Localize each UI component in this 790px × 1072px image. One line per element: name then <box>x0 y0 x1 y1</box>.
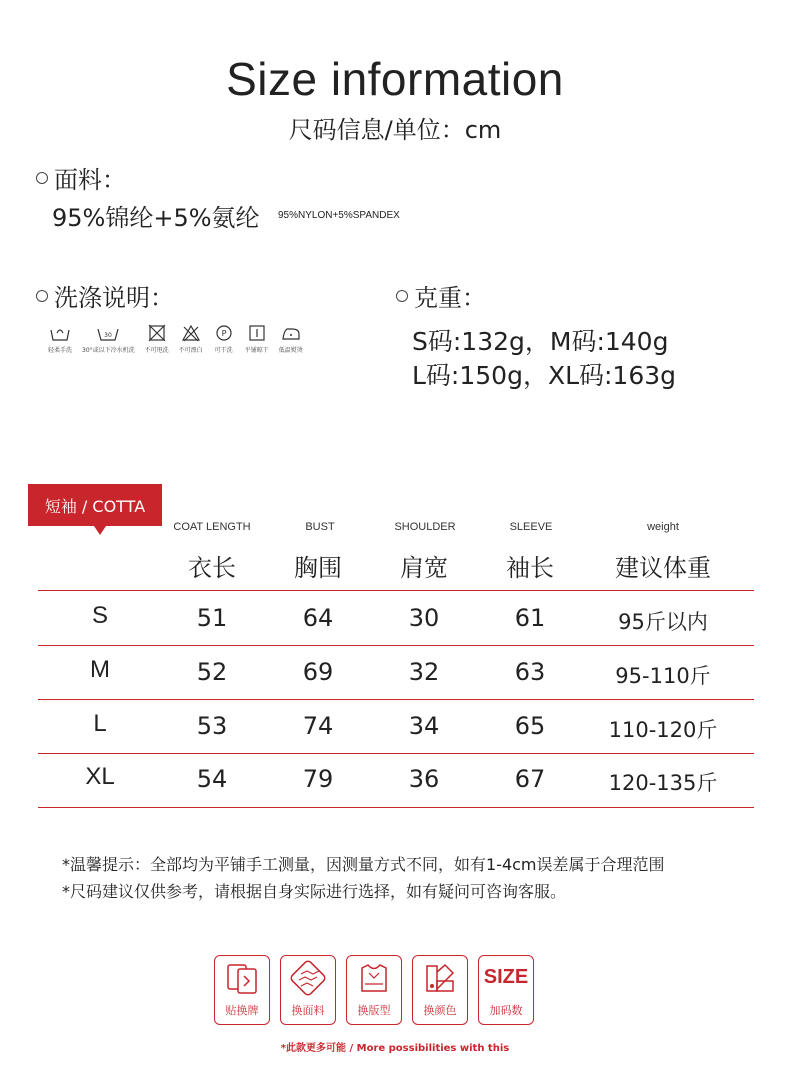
badge-label-swap: 贴换牌 <box>214 955 270 1025</box>
fabric-swap-icon <box>290 960 326 996</box>
size-cell: S <box>91 602 108 629</box>
shoulder-cell: 36 <box>408 765 440 793</box>
shoulder-cell: 30 <box>408 604 440 632</box>
customization-badges <box>214 955 534 1025</box>
table-divider <box>38 807 754 808</box>
table-divider <box>38 753 754 754</box>
col-header-en: weight <box>647 521 679 533</box>
col-header-cn: 肩宽 <box>400 554 448 582</box>
fabric-section-label <box>36 160 126 195</box>
table-divider <box>38 590 754 591</box>
footer-note: *此款更多可能 / More possibilities with this <box>280 1043 510 1054</box>
svg-text:30: 30 <box>104 332 113 339</box>
product-tag: 短袖 / COTTA <box>28 484 162 526</box>
length-cell: 52 <box>196 658 228 686</box>
note-line: *尺码建议仅供参考，请根据自身实际进行选择，如有疑问可咨询客服。 <box>62 882 567 901</box>
fabric-composition-en: 95%NYLON+5%SPANDEX <box>278 210 400 221</box>
note-line: *温馨提示：全部均为平铺手工测量，因测量方式不同，如有1-4cm误差属于合理范围 <box>62 855 665 874</box>
wash-item: P 可干洗 <box>213 324 235 354</box>
col-header-en: COAT LENGTH <box>173 521 251 533</box>
shoulder-cell: 32 <box>408 658 440 686</box>
wash-item: 平铺晾干 <box>245 324 269 354</box>
table-divider <box>38 645 754 646</box>
flat-dry-icon <box>246 324 268 342</box>
size-cell: XL <box>85 763 115 790</box>
page-title: Size information <box>226 53 564 105</box>
badge-fabric-swap: 换面料 <box>280 955 336 1025</box>
dry-clean-icon <box>213 324 235 342</box>
tag-pointer <box>94 526 106 535</box>
col-header-cn: 袖长 <box>506 554 554 582</box>
sleeve-cell: 63 <box>514 658 546 686</box>
col-header-cn: 胸围 <box>294 554 342 582</box>
size-cell: L <box>93 710 107 737</box>
length-cell: 51 <box>196 604 228 632</box>
shoulder-cell: 34 <box>408 712 440 740</box>
bust-cell: 74 <box>302 712 334 740</box>
color-swap-icon <box>422 960 458 996</box>
sleeve-cell: 61 <box>514 604 546 632</box>
page-subtitle: 尺码信息/单位：cm <box>288 116 502 144</box>
bust-cell: 69 <box>302 658 334 686</box>
col-header-en: SLEEVE <box>509 521 553 533</box>
sleeve-cell: 67 <box>514 765 546 793</box>
bullet-icon <box>36 290 48 302</box>
weight-cell: 110-120斤 <box>608 718 718 742</box>
label-swap-icon <box>224 960 260 996</box>
no-tumble-dry-icon <box>146 324 168 342</box>
badge-pattern-swap: 换版型 <box>346 955 402 1025</box>
bullet-icon <box>36 172 48 184</box>
wash-label: 洗涤说明： <box>54 284 174 312</box>
weight-cell: 120-135斤 <box>608 771 718 795</box>
bust-cell: 79 <box>302 765 334 793</box>
size-word-icon: SIZE <box>483 966 529 988</box>
weight-cell: 95-110斤 <box>615 664 711 688</box>
length-cell: 53 <box>196 712 228 740</box>
low-iron-icon <box>280 324 302 342</box>
wash-item: 不可甩洗 <box>145 324 169 354</box>
wash-item: 轻柔手洗 <box>48 324 72 354</box>
badge-color-swap: 换颜色 <box>412 955 468 1025</box>
weight-line-1: S码:132g，M码:140g <box>412 327 669 356</box>
wash-icons-row <box>48 324 303 354</box>
wash-item: 30 30°或以下冷水机洗 <box>82 324 135 354</box>
col-header-en: BUST <box>305 521 335 533</box>
svg-text:P: P <box>221 329 227 338</box>
badge-size-add: SIZE 加码数 <box>478 955 534 1025</box>
fabric-composition: 95%锦纶+5%氨纶 <box>52 204 260 232</box>
weight-label: 克重： <box>414 284 486 312</box>
no-bleach-icon <box>180 324 202 342</box>
wash-section-label <box>36 278 174 313</box>
col-header-cn: 建议体重 <box>615 554 711 582</box>
hand-wash-icon <box>49 324 71 342</box>
length-cell: 54 <box>196 765 228 793</box>
wash-30-icon <box>97 324 119 342</box>
weight-line-2: L码:150g，XL码:163g <box>412 361 677 390</box>
sleeve-cell: 65 <box>514 712 546 740</box>
wash-item: 低温熨烫 <box>279 324 303 354</box>
col-header-en: SHOULDER <box>394 521 456 533</box>
size-cell: M <box>90 656 110 683</box>
table-divider <box>38 699 754 700</box>
fabric-label: 面料： <box>54 166 126 194</box>
col-header-cn: 衣长 <box>188 554 236 582</box>
wash-item: 不可漂白 <box>179 324 203 354</box>
weight-cell: 95斤以内 <box>618 610 708 634</box>
weight-section-label <box>396 278 486 313</box>
pattern-swap-icon <box>356 960 392 996</box>
bust-cell: 64 <box>302 604 334 632</box>
bullet-icon <box>396 290 408 302</box>
